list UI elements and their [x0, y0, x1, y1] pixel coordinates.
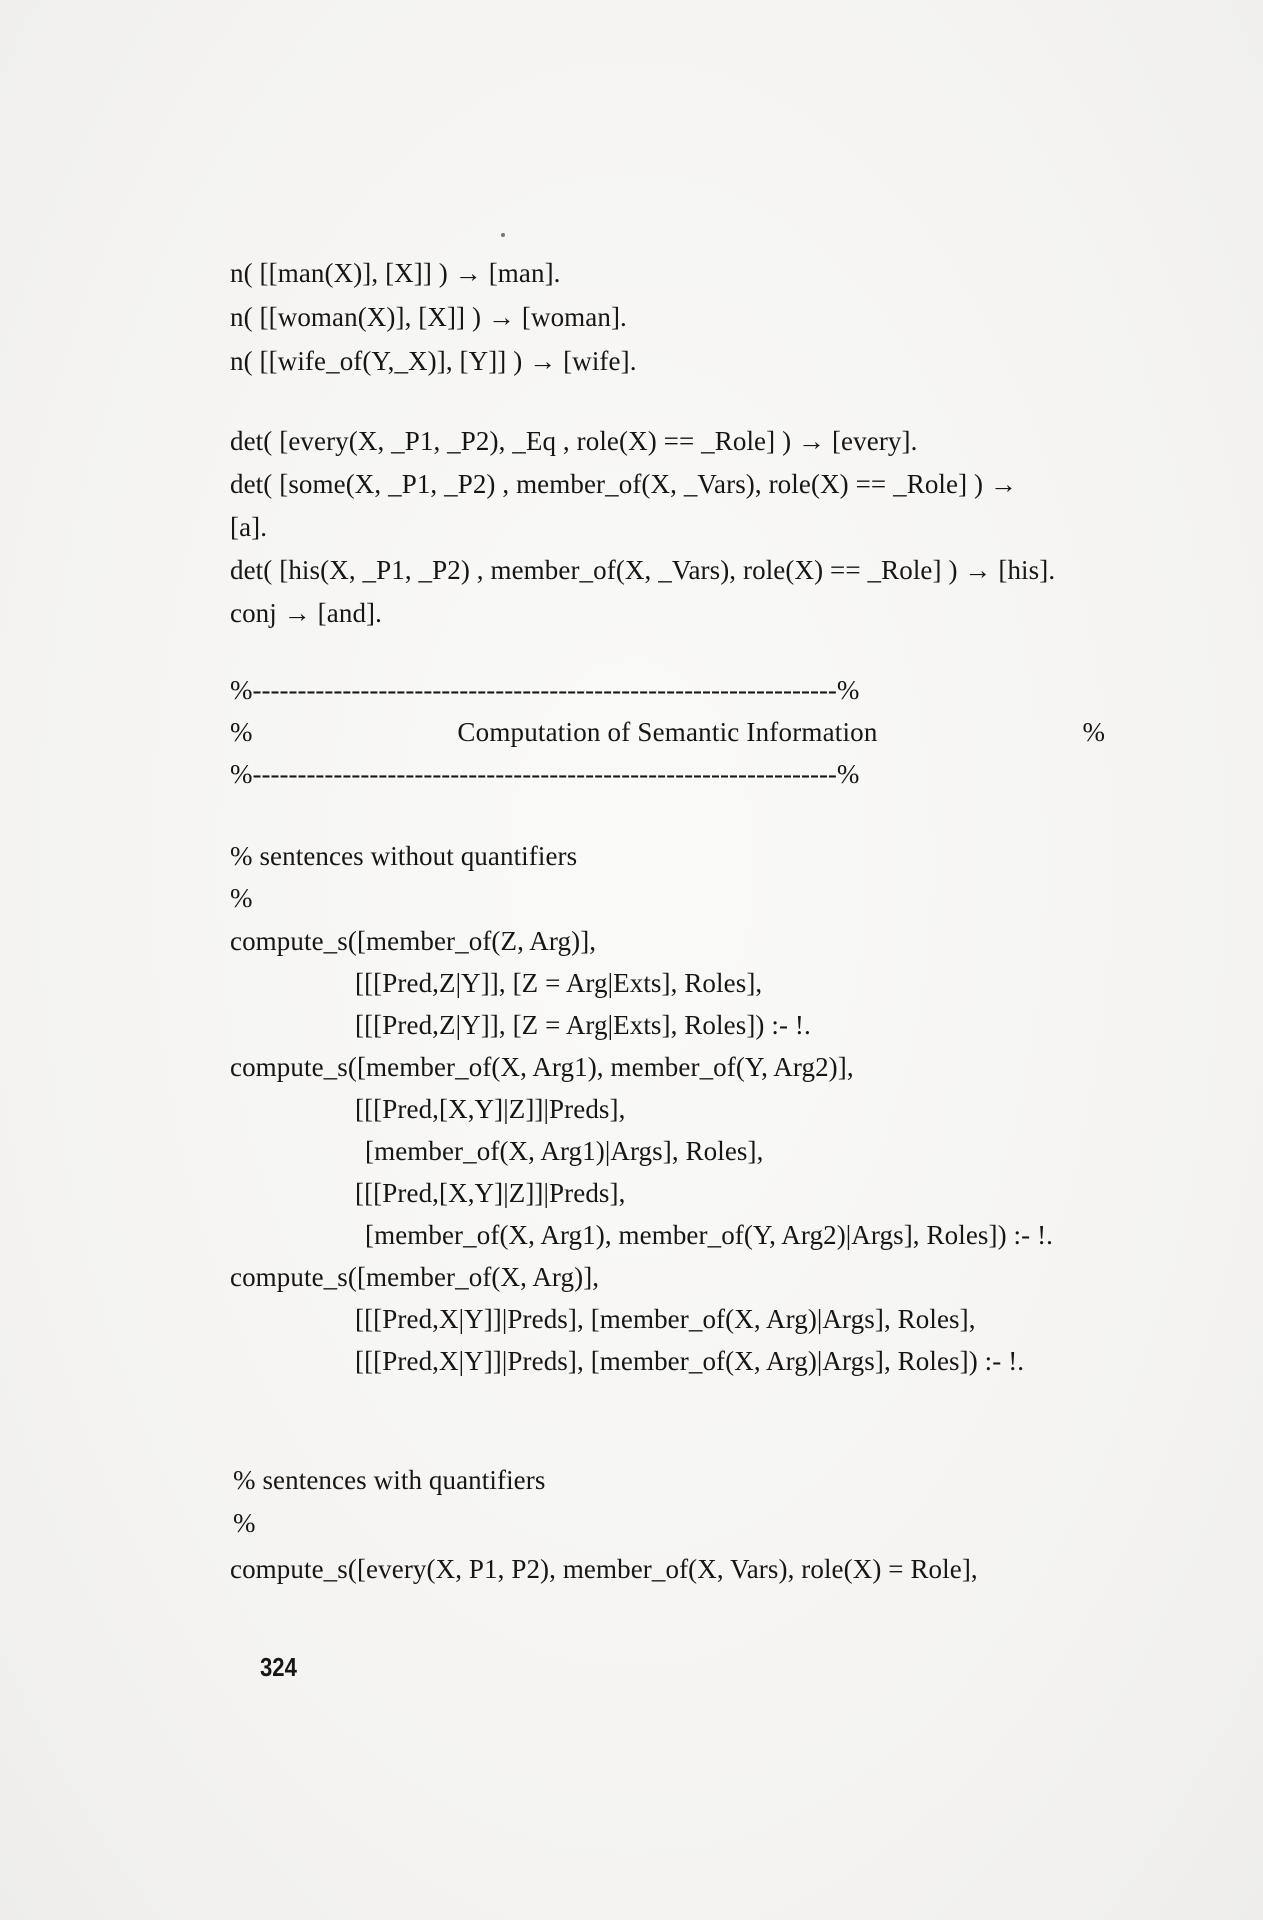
header-rule-bottom: %-----------------------------------------------------------------%	[230, 759, 860, 789]
comment-mark: %	[230, 883, 253, 913]
code-line: [[[Pred,[X,Y]|Z]]|Preds],	[355, 1178, 626, 1208]
section-title: Computation of Semantic Information	[457, 717, 878, 747]
code-line: compute_s([member_of(X, Arg1), member_of(Y, Arg2)],	[230, 1052, 854, 1082]
code-line: [[[Pred,X|Y]]|Preds], [member_of(X, Arg)|Args], Roles],	[355, 1304, 976, 1334]
lexicon-rule-wife: n( [[wife_of(Y,_X)], [Y]] ) → [wife].	[230, 346, 637, 376]
lexicon-rule-man: n( [[man(X)], [X]] ) → [man].	[230, 258, 561, 288]
header-rule-top: %-----------------------------------------------------------------%	[230, 675, 860, 705]
lexicon-rule-woman: n( [[woman(X)], [X]] ) → [woman].	[230, 302, 627, 332]
page-number: 324	[260, 1652, 297, 1682]
title-right-mark: %	[1082, 717, 1105, 747]
det-rule-some-continuation: [a].	[230, 512, 268, 542]
det-rule-some: det( [some(X, _P1, _P2) , member_of(X, _Vars), role(X) == _Role] ) →	[230, 469, 1018, 499]
code-line: [[[Pred,Z|Y]], [Z = Arg|Exts], Roles],	[355, 968, 763, 998]
comment-without-quantifiers: % sentences without quantifiers	[230, 841, 578, 871]
code-line: compute_s([member_of(Z, Arg)],	[230, 926, 597, 956]
code-line: [[[Pred,Z|Y]], [Z = Arg|Exts], Roles]) :- !.	[355, 1010, 811, 1040]
det-rule-every: det( [every(X, _P1, _P2), _Eq , role(X) == _Role] ) → [every].	[230, 426, 918, 456]
comment-mark: %	[233, 1508, 256, 1538]
code-line: [member_of(X, Arg1), member_of(Y, Arg2)|Args], Roles]) :- !.	[365, 1220, 1054, 1250]
code-line: compute_s([every(X, P1, P2), member_of(X, Vars), role(X) = Role],	[230, 1554, 978, 1584]
scan-speck	[501, 233, 505, 237]
det-rule-his: det( [his(X, _P1, _P2) , member_of(X, _Vars), role(X) == _Role] ) → [his].	[230, 555, 1056, 585]
code-line: [[[Pred,[X,Y]|Z]]|Preds],	[355, 1094, 626, 1124]
conj-rule: conj → [and].	[230, 598, 383, 628]
comment-with-quantifiers: % sentences with quantifiers	[233, 1465, 546, 1495]
code-line: [member_of(X, Arg1)|Args], Roles],	[365, 1136, 764, 1166]
title-left-mark: %	[230, 717, 253, 747]
code-line: [[[Pred,X|Y]]|Preds], [member_of(X, Arg)|Args], Roles]) :- !.	[355, 1346, 1025, 1376]
code-line: compute_s([member_of(X, Arg)],	[230, 1262, 600, 1292]
